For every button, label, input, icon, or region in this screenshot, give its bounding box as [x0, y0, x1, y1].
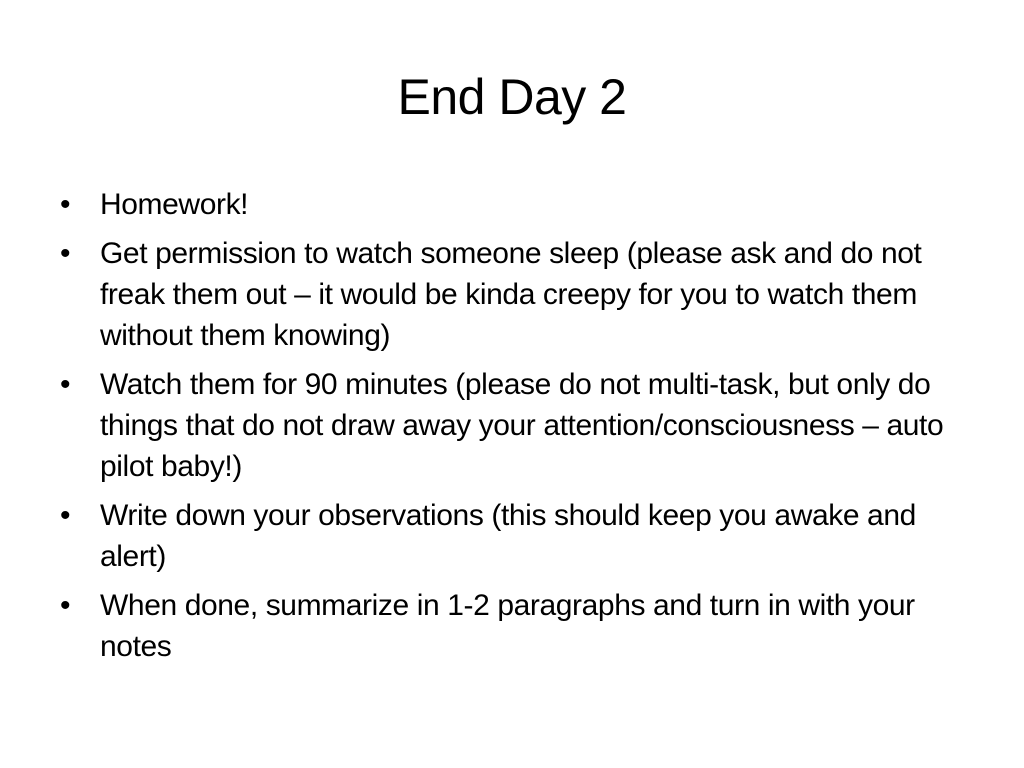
bullet-icon: • — [60, 237, 71, 270]
bullet-list — [58, 184, 958, 675]
slide-title: End Day 2 — [397, 69, 627, 125]
bullet-text: Get permission to watch someone sleep (please ask and do not freak them out – it would be kinda creepy for you to watch them without them knowing) — [100, 237, 922, 352]
bullet-icon: • — [60, 188, 71, 221]
bullet-text: Homework! — [100, 188, 249, 221]
bullet-icon: • — [60, 499, 71, 532]
bullet-item-homework — [58, 184, 958, 225]
bullet-text: Watch them for 90 minutes (please do not multi-task, but only do things that do not draw away your attention/consciousness – auto pilot baby!) — [100, 368, 944, 483]
bullet-text: Write down your observations (this should keep you awake and alert) — [100, 499, 916, 573]
bullet-item-observations — [58, 495, 958, 577]
bullet-item-permission — [58, 233, 958, 356]
bullet-icon: • — [60, 589, 71, 622]
bullet-text: When done, summarize in 1-2 paragraphs and turn in with your notes — [100, 589, 915, 663]
bullet-item-watch — [58, 364, 958, 487]
bullet-item-summarize — [58, 585, 958, 667]
bullet-icon: • — [60, 368, 71, 401]
